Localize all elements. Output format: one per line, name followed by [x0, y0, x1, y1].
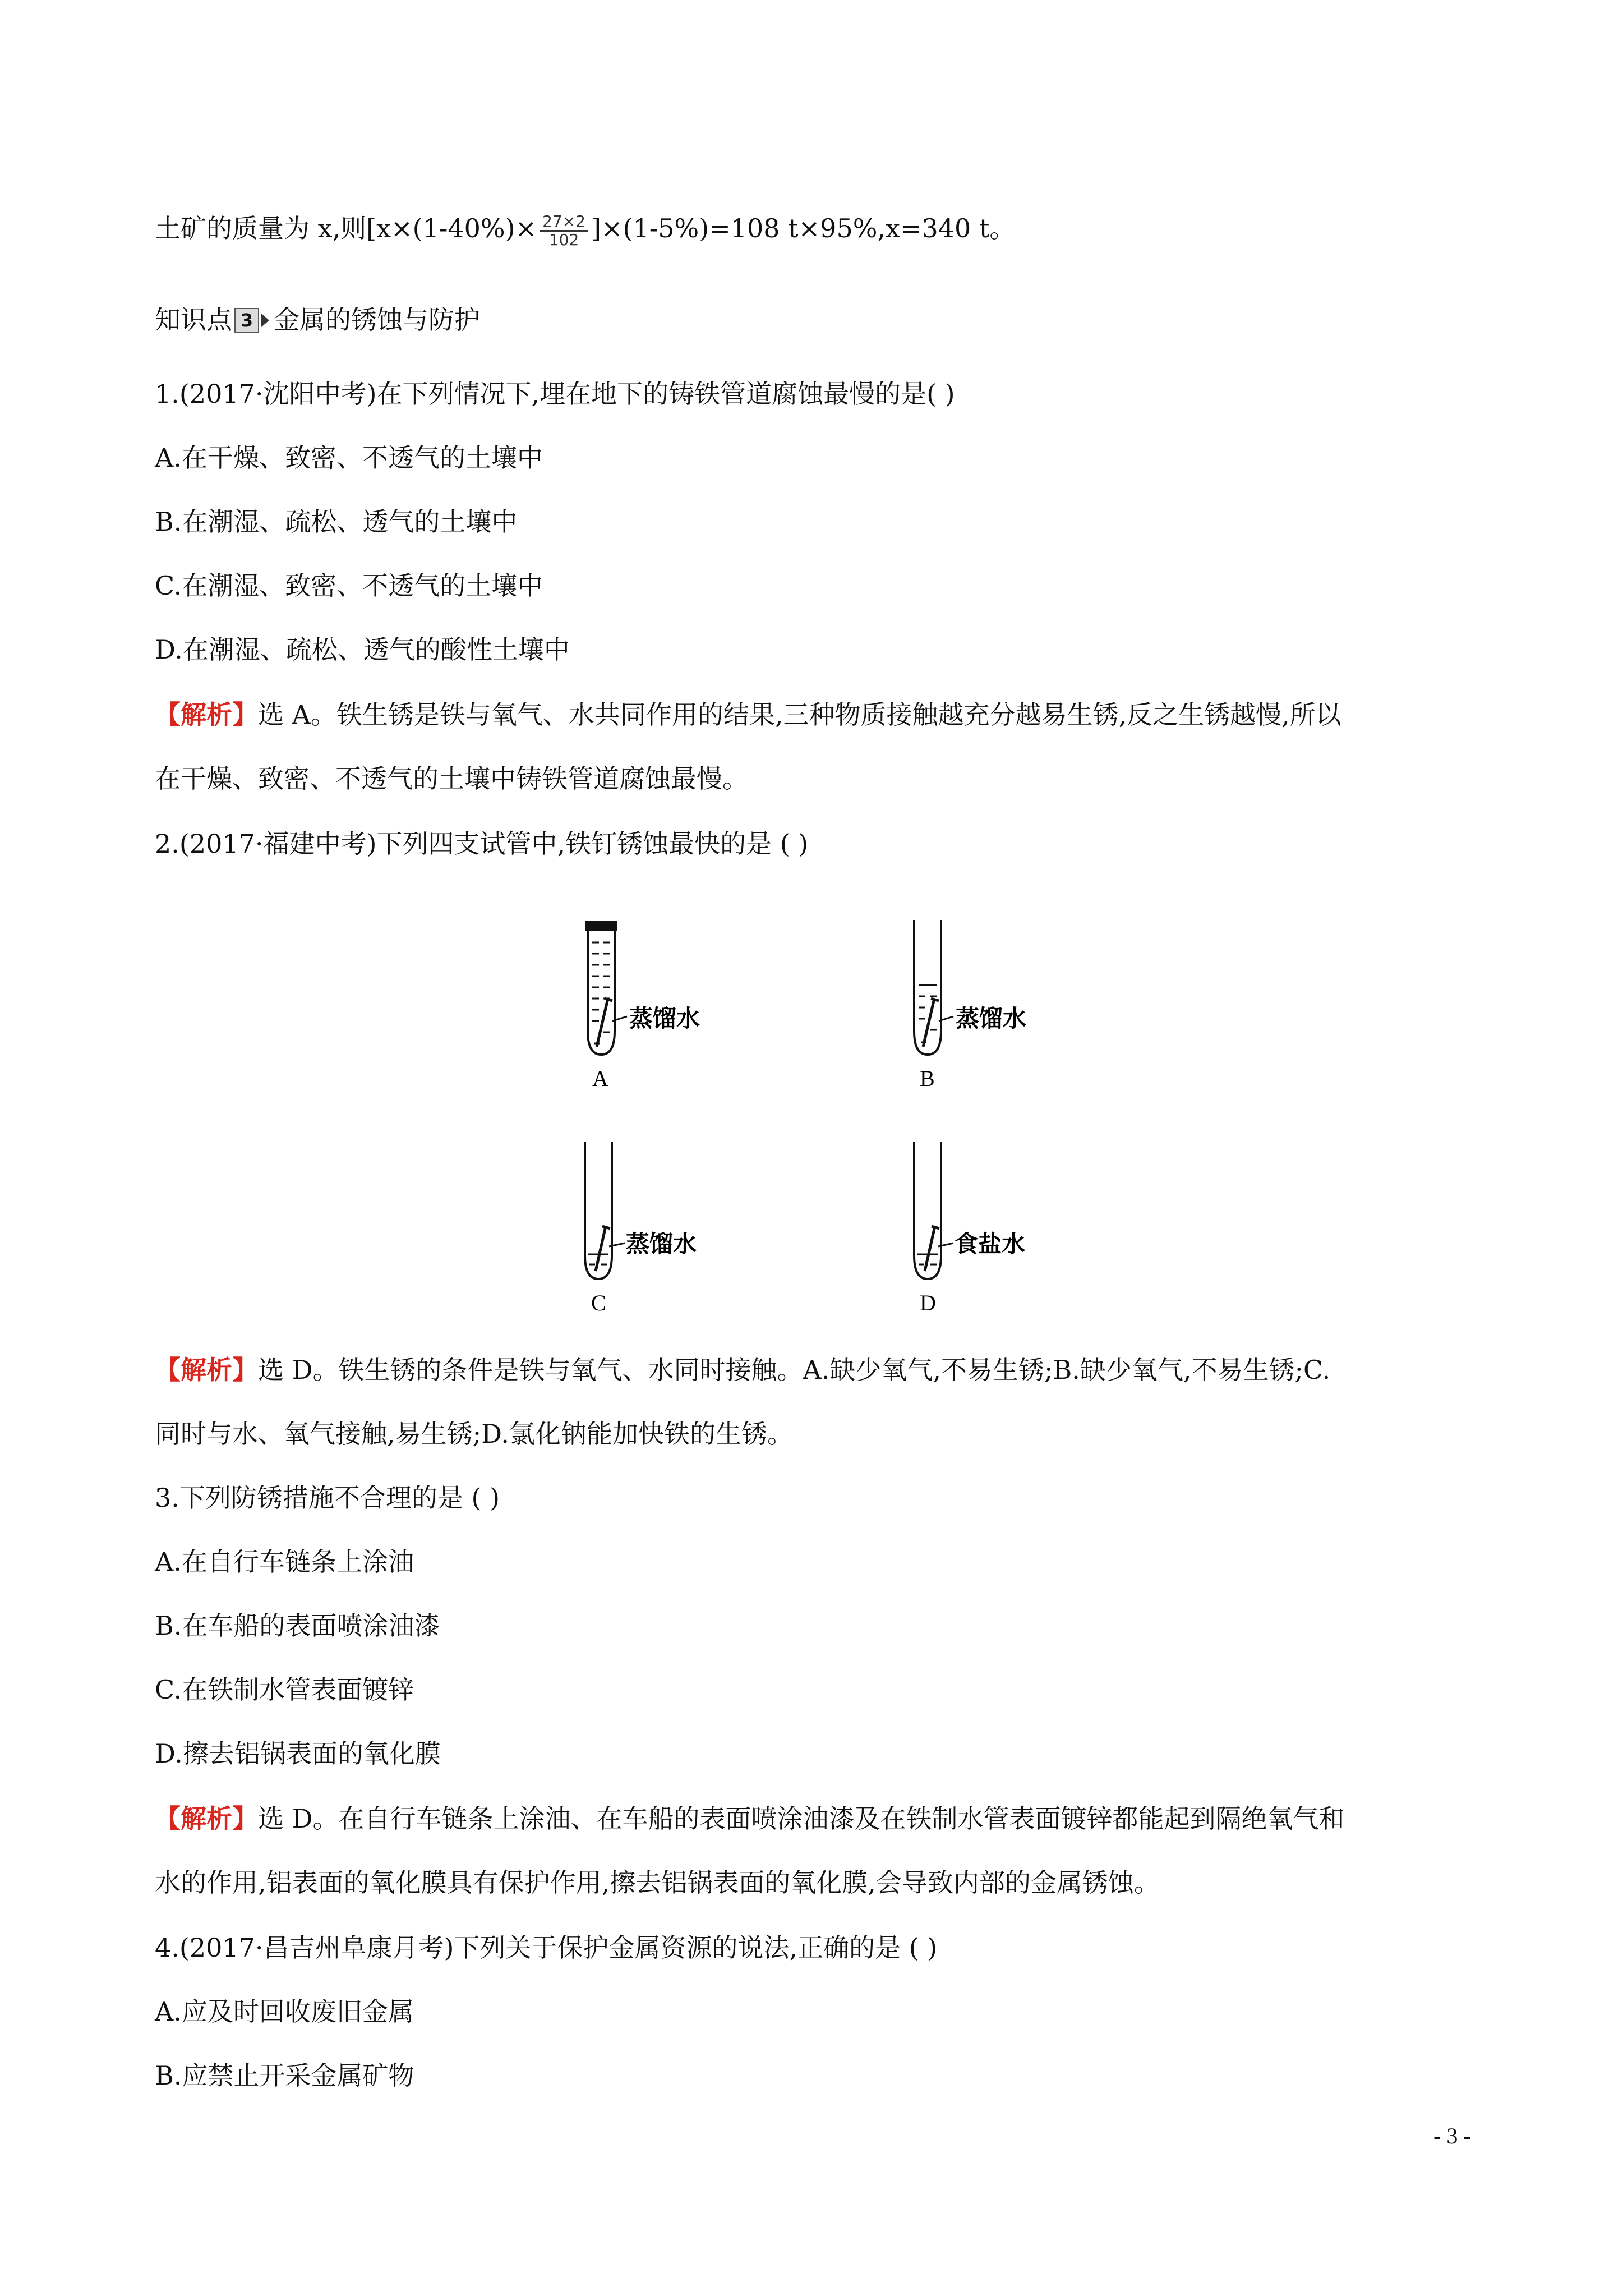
tube-d-letter: D [920, 1290, 936, 1315]
nail [923, 999, 934, 1047]
q1-analysis-text1: 选 A。铁生锈是铁与氧气、水共同作用的结果,三种物质接触越充分越易生锈,反之生锈越慢,所以 [258, 700, 1341, 730]
q3-stem: 3.下列防锈措施不合理的是 ( ) [155, 1483, 500, 1513]
q3-analysis-line1 [155, 1802, 1345, 1835]
water-hatching [592, 942, 610, 1043]
q1-option-b: B.在潮湿、疏松、透气的土壤中 [155, 507, 518, 537]
tube-c-label: 蒸馏水 [626, 1230, 697, 1258]
tube-a-letter: A [592, 1066, 608, 1091]
tube-b [914, 920, 953, 1055]
tube-b-letter: B [920, 1066, 935, 1091]
q2-analysis-line1 [155, 1353, 1330, 1387]
fraction-denominator: 102 [548, 230, 579, 249]
badge-number: 3 [234, 308, 259, 333]
q4-option-a: A.应及时回收废旧金属 [155, 1996, 414, 2027]
triangle-icon [261, 314, 269, 327]
fraction [540, 213, 588, 249]
tube-d-label: 食盐水 [955, 1230, 1026, 1258]
calculation-line [155, 211, 1015, 249]
q4-option-b: B.应禁止开采金属矿物 [155, 2060, 414, 2091]
water-hatching [919, 985, 937, 1042]
section-header [155, 303, 480, 337]
tube-c [585, 1142, 625, 1279]
water-hatching [917, 1254, 938, 1264]
tube-d [914, 1142, 953, 1279]
q3-option-c: C.在铁制水管表面镀锌 [155, 1674, 414, 1705]
analysis-tag: 【解析】 [155, 1355, 258, 1385]
q2-stem: 2.(2017·福建中考)下列四支试管中,铁钉锈蚀最快的是 ( ) [155, 829, 809, 859]
nail [925, 1226, 935, 1271]
q1-option-d: D.在潮湿、疏松、透气的酸性土壤中 [155, 634, 570, 665]
q1-option-a: A.在干燥、致密、不透气的土壤中 [155, 443, 543, 473]
q1-analysis-line1 [155, 698, 1341, 731]
calc-text-pre: 土矿的质量为 x,则[x×(1-40%)× [155, 213, 537, 243]
tube-b-label: 蒸馏水 [956, 1005, 1027, 1032]
nail [597, 999, 608, 1047]
q3-option-a: A.在自行车链条上涂油 [155, 1547, 414, 1577]
tube-a [585, 921, 627, 1055]
section-prefix: 知识点 [155, 305, 232, 335]
q2-analysis-line2: 同时与水、氧气接触,易生锈;D.氯化钠能加快铁的生锈。 [155, 1419, 793, 1449]
q2-analysis-text1: 选 D。铁生锈的条件是铁与氧气、水同时接触。A.缺少氧气,不易生锈;B.缺少氧气,不易生锈;C. [258, 1355, 1331, 1385]
q1-analysis-line2: 在干燥、致密、不透气的土壤中铸铁管道腐蚀最慢。 [155, 763, 748, 794]
q1-stem: 1.(2017·沈阳中考)在下列情况下,埋在地下的铸铁管道腐蚀最慢的是( ) [155, 379, 955, 409]
analysis-tag: 【解析】 [155, 700, 258, 730]
section-title: 金属的锈蚀与防护 [274, 305, 480, 335]
page-number: - 3 - [1433, 2123, 1471, 2148]
tube-a-label: 蒸馏水 [629, 1005, 700, 1032]
q3-option-b: B.在车船的表面喷涂油漆 [155, 1611, 440, 1641]
nail [596, 1226, 606, 1271]
fraction-numerator: 27×2 [540, 213, 588, 232]
water-hatching [588, 1254, 608, 1264]
tube-c-letter: C [591, 1290, 606, 1315]
q4-stem: 4.(2017·昌吉州阜康月考)下列关于保护金属资源的说法,正确的是 ( ) [155, 1932, 938, 1963]
section-number-badge [234, 308, 269, 333]
q3-analysis-line2: 水的作用,铝表面的氧化膜具有保护作用,擦去铝锅表面的氧化膜,会导致内部的金属锈蚀。 [155, 1867, 1160, 1898]
analysis-tag: 【解析】 [155, 1803, 258, 1834]
q3-analysis-text1: 选 D。在自行车链条上涂油、在车船的表面喷涂油漆及在铁制水管表面镀锌都能起到隔绝氧气和 [258, 1803, 1345, 1834]
stopper [585, 921, 617, 931]
q3-option-d: D.擦去铝锅表面的氧化膜 [155, 1738, 441, 1769]
calc-text-post: ]×(1-5%)=108 t×95%,x=340 t。 [591, 213, 1016, 243]
q1-option-c: C.在潮湿、致密、不透气的土壤中 [155, 570, 543, 601]
